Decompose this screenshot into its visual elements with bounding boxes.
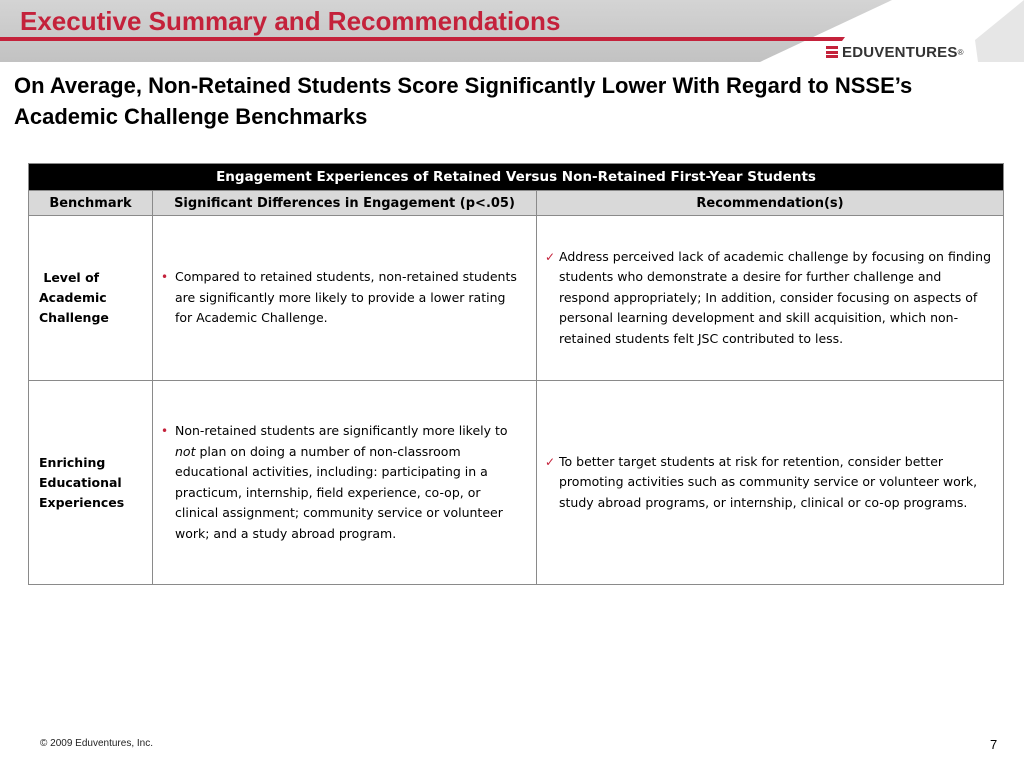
recommendation-list [537,247,1003,350]
checkmark-icon: ✓ [545,454,556,469]
footer-copyright: © 2009 Eduventures, Inc. [40,738,153,749]
slide-title: Executive Summary and Recommendations [20,6,561,36]
logo-mark-icon [826,46,838,58]
bullet-icon: • [161,270,169,285]
slide-subtitle: On Average, Non-Retained Students Score Significantly Lower With Regard to NSSE’s Academic Challenge Benchmarks [14,73,913,129]
list-item [161,267,524,329]
column-header-differences: Significant Differences in Engagement (p<.05) [153,191,537,216]
difference-cell [153,381,537,585]
checkmark-icon: ✓ [545,249,556,264]
benchmark-label: Enriching Educational Experiences [39,454,125,510]
eduventures-logo [826,41,963,63]
recommendation-cell [537,381,1004,585]
list-item [545,247,991,350]
recommendation-cell [537,216,1004,381]
benchmark-label: Level of Academic Challenge [39,270,112,325]
benchmark-cell [29,381,153,585]
recommendation-text: Address perceived lack of academic challenge by focusing on finding students who demonstrate a desire for further challenge and respond appropriately; In addition, consider focusing on aspects of personal learning development and skill acquisition, which non-retained students felt JSC contributed to less. [559,248,992,346]
difference-text-start: Non-retained students are significantly more likely to [175,423,508,438]
logo-text: EDUVENTURES [842,43,958,61]
difference-list [153,421,536,544]
table-row [29,381,1004,585]
difference-text-end: plan on doing a number of non-classroom educational activities, including: participating in a practicum, internship, field experience, co-op, or clinical assignment; community service or volunteer work; and a study abroad program. [175,443,503,541]
bullet-icon: • [161,424,169,438]
difference-text-emphasis: not [175,443,196,459]
list-item [545,452,991,514]
list-item [161,421,524,544]
column-header-benchmark: Benchmark [29,191,153,216]
column-header-recommendations: Recommendation(s) [537,191,1004,216]
benchmark-cell [29,216,153,381]
difference-text: Compared to retained students, non-retained students are significantly more likely to provide a lower rating for Academic Challenge. [175,269,517,326]
table-caption: Engagement Experiences of Retained Versus Non-Retained First-Year Students [29,164,1004,191]
difference-cell [153,216,537,381]
page-number: 7 [990,737,998,752]
difference-list [153,267,536,329]
engagement-table [28,163,1004,585]
recommendation-text: To better target students at risk for retention, consider better promoting activities such as community service or volunteer work, study abroad programs, or internship, clinical or co-op programs. [559,453,978,510]
table-row [29,216,1004,381]
logo-trademark: ® [957,47,964,57]
recommendation-list [537,452,1003,514]
